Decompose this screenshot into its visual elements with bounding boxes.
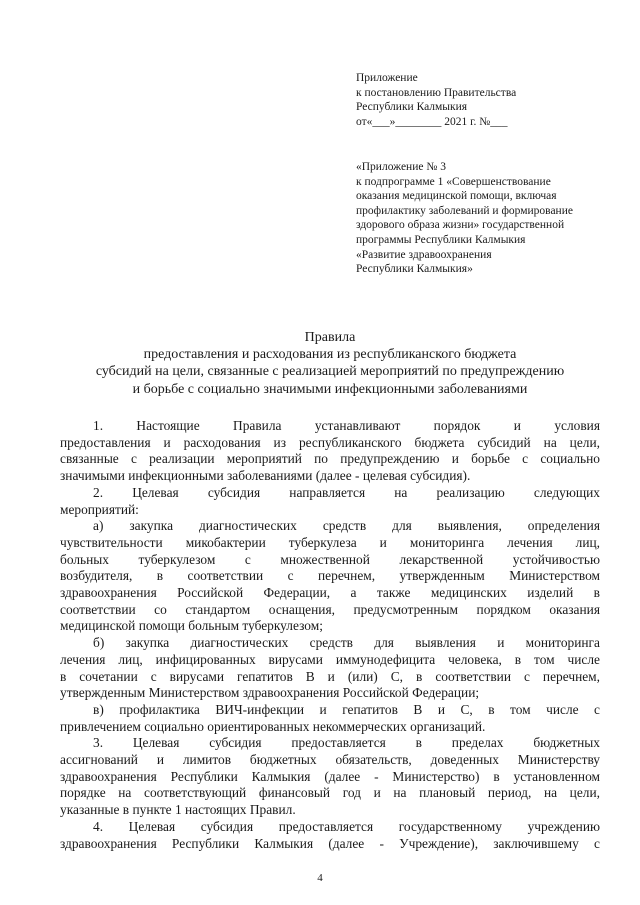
body-line: здравоохранения Республики Калмыкия (далее - Министерство) в установленном — [60, 768, 600, 784]
body-line: указанные в пункте 1 настоящих Правил. — [60, 802, 296, 818]
body-line: медицинской помощи больным туберкулезом; — [60, 618, 323, 634]
body-line: ассигнований и лимитов бюджетных обязательств, доведенных Министерству — [60, 752, 600, 768]
appendix3-line: Республики Калмыкия» — [356, 263, 473, 276]
body-line: предоставления и расходования из республиканского бюджета субсидий на цели, — [60, 434, 600, 450]
title-heading: Правила — [304, 330, 356, 345]
title-line: предоставления и расходования из республиканского бюджета — [143, 347, 517, 363]
title-line: субсидий на цели, связанные с реализацией мероприятий по предупреждению — [95, 364, 565, 380]
body-line: в сочетании с вирусами гепатитов В и (или) С, в соответствии с перечнем, — [60, 668, 600, 684]
body-line: здравоохранения Республики Калмыкия (далее - Учреждение), заключившему с — [60, 835, 600, 851]
title-line: и борьбе с социально значимыми инфекционными заболеваниями — [132, 381, 528, 397]
appendix-block — [356, 71, 516, 129]
appendix3-line: программы Республики Калмыкия — [356, 233, 526, 246]
body-line: возбудителя, в соответствии с перечнем, утвержденным Министерством — [60, 568, 600, 584]
body-line: привлечением социально ориентированных некоммерческих организаций. — [60, 718, 486, 734]
appendix3-line: здорового образа жизни» государственной — [356, 219, 565, 232]
body-line: 4. Целевая субсидия предоставляется государственному учреждению — [93, 818, 600, 834]
body-line: здравоохранения Российской Федерации, а также медицинских изделий в — [60, 585, 600, 601]
body-line: 2. Целевая субсидия направляется на реализацию следующих — [93, 484, 600, 500]
appendix-line: Приложение — [356, 72, 418, 84]
body-line: 1. Настоящие Правила устанавливают порядок и условия — [93, 418, 600, 433]
appendix3-line: профилактику заболеваний и формирование — [356, 204, 573, 217]
body-line: связанные с реализации мероприятий по предупреждению и борьбе с социально — [60, 451, 600, 467]
body-line: утвержденным Министерством здравоохранения Российской Федерации; — [60, 685, 480, 701]
appendix-line: Республики Калмыкия — [356, 101, 468, 114]
body-line: 3. Целевая субсидия предоставляется в пределах бюджетных — [93, 735, 600, 751]
appendix3-line: «Приложение № 3 — [356, 161, 446, 173]
body-line: чувствительности микобактерии туберкулеза и мониторинга лечения лиц, — [60, 534, 600, 550]
appendix-line: к постановлению Правительства — [356, 86, 517, 99]
appendix3-line: оказания медицинской помощи, включая — [356, 190, 557, 203]
appendix-line: от«___»________ 2021 г. №___ — [356, 115, 508, 128]
body-line: мероприятий: — [60, 501, 139, 517]
body-line: больных туберкулезом с множественной лекарственной устойчивостью — [60, 551, 600, 567]
body-line: порядке на соответствующий финансовый год и на плановый период, на цели, — [60, 785, 600, 801]
appendix3-line: «Развитие здравоохранения — [356, 248, 492, 261]
body-line: лечения лиц, инфицированных вирусами иммунодефицита человека, в том числе — [60, 651, 600, 667]
body-line: в) профилактика ВИЧ-инфекции и гепатитов В и С, в том числе с — [93, 701, 600, 717]
appendix3-line: к подпрограмме 1 «Совершенствование — [356, 175, 551, 188]
body-line: соответствии со стандартом оснащения, предусмотренным порядком оказания — [60, 601, 600, 617]
document-title — [60, 329, 600, 398]
appendix3-block — [356, 160, 573, 277]
body-line: значимыми инфекционными заболеваниями (далее - целевая субсидия). — [60, 468, 471, 484]
document-body — [60, 418, 600, 852]
page-number: 4 — [317, 872, 323, 884]
body-line: а) закупка диагностических средств для выявления, определения — [93, 518, 600, 534]
body-line: б) закупка диагностических средств для выявления и мониторинга — [93, 635, 600, 651]
